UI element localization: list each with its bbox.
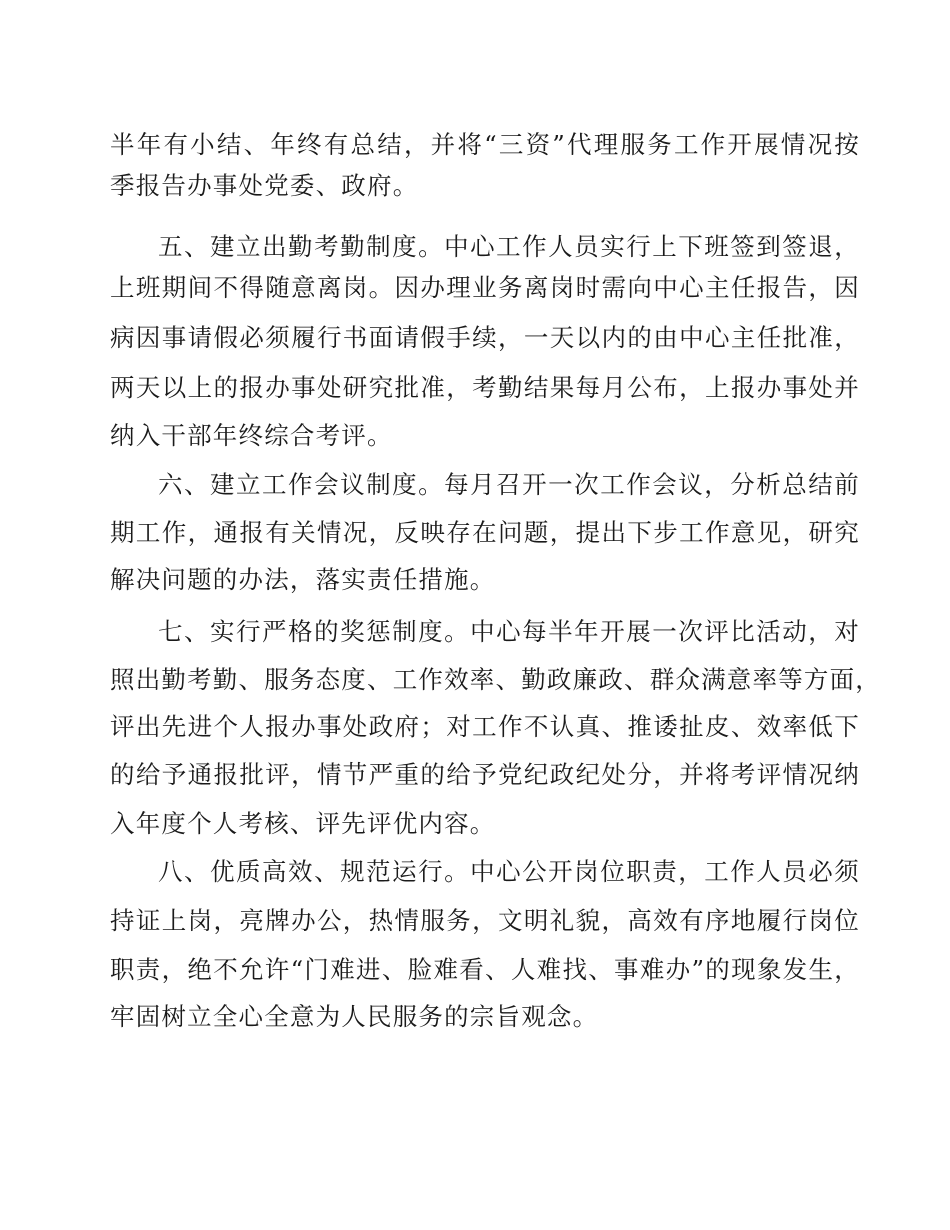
paragraph-8-line-4: 牢固树立全心全意为人民服务的宗旨观念。 [110,1002,599,1031]
paragraph-6-line-1: 六、建立工作会议制度。每月召开一次工作会议，分析总结前 [158,470,860,499]
paragraph-5-line-1: 五、建立出勤考勤制度。中心工作人员实行上下班签到签退， [158,232,860,261]
text-line-1: 半年有小结、年终有总结，并将“三资”代理服务工作开展情况按 [110,130,860,159]
paragraph-8-line-3: 职责，绝不允许“门难进、脸难看、人难找、事难办”的现象发生， [110,955,860,984]
text-line-2: 季报告办事处党委、政府。 [110,171,419,200]
paragraph-7-line-5: 入年度个人考核、评先评优内容。 [110,809,496,838]
paragraph-7-line-2: 照出勤考勤、服务态度、工作效率、勤政廉政、群众满意率等方面， [110,665,881,694]
paragraph-8-line-1: 八、优质高效、规范运行。中心公开岗位职责，工作人员必须 [158,857,860,886]
paragraph-7-line-4: 的给予通报批评，情节严重的给予党纪政纪处分，并将考评情况纳 [110,760,860,789]
paragraph-5-line-3: 病因事请假必须履行书面请假手续，一天以内的由中心主任批准， [110,323,860,352]
paragraph-6-line-3: 解决问题的办法，落实责任措施。 [110,565,496,594]
paragraph-6-line-2: 期工作，通报有关情况，反映存在问题，提出下步工作意见，研究 [110,518,860,547]
paragraph-7-line-3: 评出先进个人报办事处政府；对工作不认真、推诿扯皮、效率低下 [110,712,860,741]
paragraph-5-line-2: 上班期间不得随意离岗。因办理业务离岗时需向中心主任报告，因 [110,273,860,302]
paragraph-5-line-5: 纳入干部年终综合考评。 [110,421,393,450]
paragraph-8-line-2: 持证上岗，亮牌办公，热情服务，文明礼貌，高效有序地履行岗位 [110,906,860,935]
paragraph-7-line-1: 七、实行严格的奖惩制度。中心每半年开展一次评比活动，对 [158,617,860,646]
paragraph-5-line-4: 两天以上的报办事处研究批准，考勤结果每月公布，上报办事处并 [110,373,860,402]
